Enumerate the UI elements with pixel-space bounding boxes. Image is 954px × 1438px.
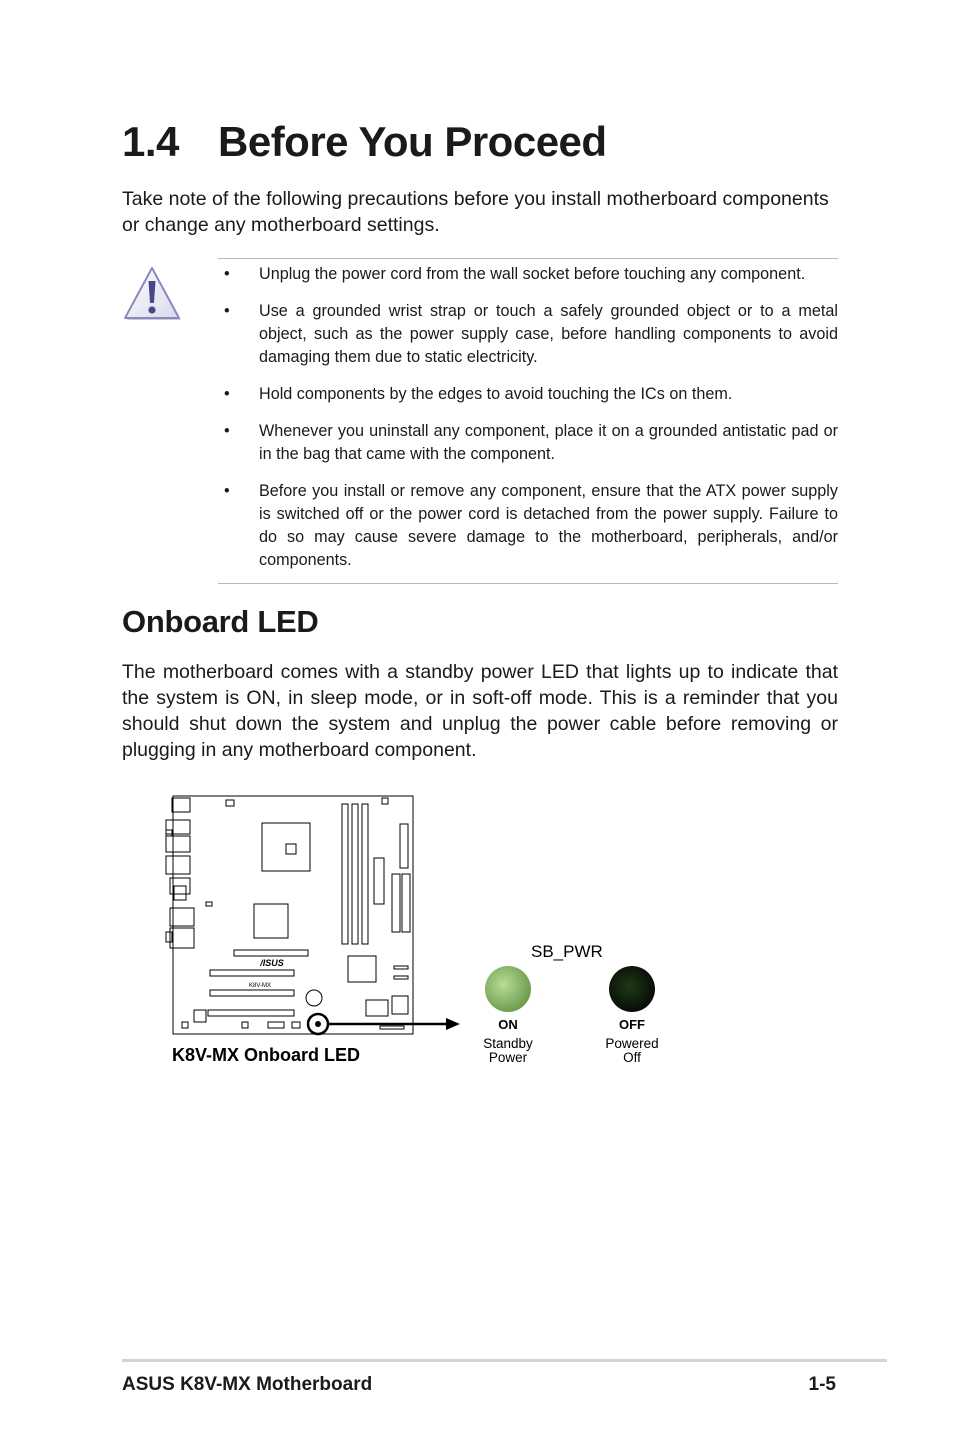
motherboard-outline bbox=[166, 796, 413, 1034]
caution-triangle-icon bbox=[122, 264, 182, 322]
arrow-head-icon bbox=[446, 1018, 460, 1030]
onboard-led-heading: Onboard LED bbox=[122, 604, 319, 639]
onboard-led-diagram bbox=[150, 790, 670, 1080]
section-number: 1.4 bbox=[122, 118, 179, 165]
led-on-desc-line1: Standby bbox=[483, 1036, 533, 1051]
section-heading bbox=[122, 118, 607, 166]
led-on-label: ON bbox=[498, 1017, 518, 1032]
led-off-label: OFF bbox=[619, 1017, 645, 1032]
caution-item: • Unplug the power cord from the wall socket before touching any component. bbox=[224, 265, 806, 283]
page-number: 1-5 bbox=[808, 1374, 836, 1395]
caution-list bbox=[224, 263, 838, 586]
caution-item: • Hold components by the edges to avoid touching the ICs on them. bbox=[224, 385, 733, 403]
intro-paragraph: Take note of the following precautions before you install motherboard components or change any motherboard settings. bbox=[122, 188, 829, 236]
caution-top-rule bbox=[218, 258, 838, 259]
caution-item: • Before you install or remove any component, ensure that the ATX power supply is switched off or the power cord is detached from the power supply. Failure to do so may cause severe damage to the motherboard, peripherals, and/or components. bbox=[224, 482, 838, 569]
onboard-led-paragraph: The motherboard comes with a standby power LED that lights up to indicate that the system is ON, in sleep mode, or in soft-off mode. This is a reminder that you should shut down the system and unplug the power cable before removing or plugging in any motherboard component. bbox=[122, 661, 838, 761]
led-on-desc-line2: Power bbox=[488, 1050, 528, 1065]
caution-bottom-rule bbox=[218, 583, 838, 584]
led-on-icon bbox=[485, 966, 531, 1012]
caution-item: • Whenever you uninstall any component, place it on a grounded antistatic pad or in the bag that came with the component. bbox=[224, 422, 838, 463]
diagram-caption: K8V-MX Onboard LED bbox=[172, 1045, 361, 1065]
board-label: K8V-MX bbox=[248, 983, 272, 989]
led-name: SB_PWR bbox=[531, 942, 603, 961]
brand-mark: /ISUS bbox=[260, 958, 284, 968]
caution-item: • Use a grounded wrist strap or touch a safely grounded object or to a metal object, such as the power supply case, before handling components to avoid damaging them due to static electricity. bbox=[224, 302, 838, 366]
footer-title: ASUS K8V-MX Motherboard bbox=[122, 1374, 373, 1395]
led-off-desc-line1: Powered bbox=[605, 1036, 659, 1051]
footer-rule bbox=[122, 1359, 887, 1362]
led-off-desc-line2: Off bbox=[623, 1050, 641, 1065]
section-title: Before You Proceed bbox=[218, 118, 607, 165]
led-off-icon bbox=[609, 966, 655, 1012]
